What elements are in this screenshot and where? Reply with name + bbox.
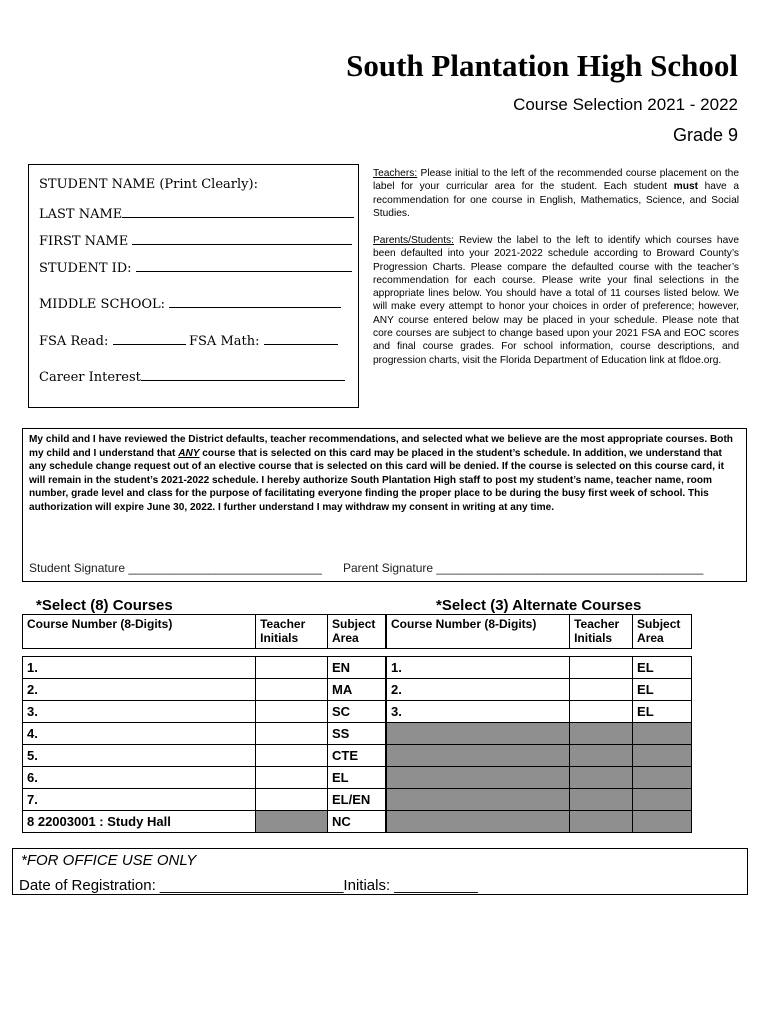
consent-text-part: My child and I have reviewed the District defaults, teacher recommendations, and selected what we believe are the most appropriate courses. Both my child and I understand that	[29, 434, 733, 459]
col-teacher-initials: Teacher Initials	[570, 615, 633, 649]
teacher-initials-cell[interactable]	[256, 723, 328, 745]
spacer-cell	[23, 649, 256, 657]
table-row	[387, 679, 692, 701]
subject-area-cell: EL/EN	[328, 789, 386, 811]
col-teacher-initials: Teacher Initials	[256, 615, 328, 649]
col-subject-area: Subject Area	[633, 615, 692, 649]
teachers-note-label: Teachers:	[373, 168, 418, 179]
consent-text	[29, 433, 741, 514]
teacher-initials-cell[interactable]	[256, 789, 328, 811]
shaded-cell	[387, 789, 570, 811]
teachers-note-text-end: have a recommendation for one course in English, Mathematics, Science, and Social Studies.	[373, 181, 739, 219]
subject-area-cell: NC	[328, 811, 386, 833]
subject-area-cell: EN	[328, 657, 386, 679]
student-info-box	[28, 164, 359, 408]
courses-table	[22, 614, 386, 833]
fsa-math-field[interactable]	[189, 332, 338, 349]
shaded-cell	[570, 767, 633, 789]
parents-note-text: Review the label to the left to identify which courses have been defaulted into your 2021-2022 schedule according to Broward County’s Progression Charts. Please compare the defaulted course with the teacher’s recommendation for each course. Please write your final selections in the appropriate lines below. You should have a total of 11 courses listed below. We will make every attempt to honor your choices in order of preference; however, ANY course entered below may be placed in your schedule. Please note that core courses are subject to change based upon your 2021 FSA and EOC scores and final course grades. For school information, course descriptions, and progression charts, visit the Florida Department of Education link at fldoe.org.	[373, 235, 739, 366]
shaded-cell	[633, 811, 692, 833]
alt-subject-area-cell: EL	[633, 657, 692, 679]
shaded-cell	[387, 767, 570, 789]
grade-label: Grade 9	[672, 125, 738, 145]
table-row	[23, 701, 386, 723]
shaded-cell	[387, 723, 570, 745]
last-name-field[interactable]	[39, 205, 354, 222]
col-subject-area: Subject Area	[328, 615, 386, 649]
first-name-line	[132, 232, 352, 245]
shaded-cell	[570, 723, 633, 745]
middle-school-field[interactable]	[39, 295, 341, 312]
subject-area-cell: SC	[328, 701, 386, 723]
last-name-label: LAST NAME	[39, 207, 123, 222]
col-course-number: Course Number (8-Digits)	[23, 615, 256, 649]
school-title: South Plantation High School	[346, 48, 738, 83]
table-row	[387, 657, 692, 679]
student-signature-line[interactable]: Student Signature _____________________________	[29, 561, 322, 575]
course-number-cell[interactable]: 2.	[23, 679, 256, 701]
last-name-line	[122, 205, 354, 218]
middle-school-line	[169, 295, 341, 308]
alternates-title: *Select (3) Alternate Courses	[436, 597, 642, 614]
shaded-cell	[633, 723, 692, 745]
registration-line[interactable]: Date of Registration: ______________________Initials: __________	[19, 877, 478, 894]
shaded-cell	[387, 811, 570, 833]
spacer-cell	[570, 649, 633, 657]
subject-area-cell: MA	[328, 679, 386, 701]
table-row	[387, 811, 692, 833]
shaded-cell	[633, 789, 692, 811]
teacher-initials-cell[interactable]	[256, 701, 328, 723]
teachers-note	[373, 167, 739, 220]
shaded-cell	[256, 811, 328, 833]
spacer-cell	[328, 649, 386, 657]
course-number-cell: 8 22003001 : Study Hall	[23, 811, 256, 833]
table-row	[23, 811, 386, 833]
teacher-initials-cell[interactable]	[256, 657, 328, 679]
spacer-cell	[387, 649, 570, 657]
teacher-initials-cell[interactable]	[256, 745, 328, 767]
teachers-note-text: Please initial to the left of the recommended course placement on the label for your curricular area for the student. Each student	[373, 168, 739, 193]
alt-subject-area-cell: EL	[633, 701, 692, 723]
alternates-table	[386, 614, 692, 833]
table-row	[23, 657, 386, 679]
spacer-cell	[256, 649, 328, 657]
subject-area-cell: EL	[328, 767, 386, 789]
parents-note-label: Parents/Students:	[373, 235, 454, 246]
col-course-number: Course Number (8-Digits)	[387, 615, 570, 649]
table-row	[23, 789, 386, 811]
course-number-cell[interactable]: 5.	[23, 745, 256, 767]
table-row	[387, 745, 692, 767]
shaded-cell	[633, 745, 692, 767]
teacher-initials-cell[interactable]	[256, 679, 328, 701]
career-interest-line	[141, 368, 345, 381]
career-interest-label: Career Interest	[39, 370, 141, 385]
table-row	[23, 723, 386, 745]
student-id-field[interactable]	[39, 259, 352, 276]
teachers-note-emphasis: must	[673, 181, 698, 193]
course-number-cell[interactable]: 1.	[23, 657, 256, 679]
alt-teacher-initials-cell[interactable]	[570, 679, 633, 701]
fsa-read-line	[113, 332, 186, 345]
fsa-math-label: FSA Math:	[189, 334, 260, 349]
shaded-cell	[633, 767, 692, 789]
table-row	[387, 701, 692, 723]
table-row	[23, 679, 386, 701]
alt-course-number-cell[interactable]: 3.	[387, 701, 570, 723]
course-number-cell[interactable]: 4.	[23, 723, 256, 745]
table-row	[387, 767, 692, 789]
spacer-row	[387, 649, 692, 657]
alt-course-number-cell[interactable]: 2.	[387, 679, 570, 701]
parents-note	[373, 234, 739, 367]
middle-school-label: MIDDLE SCHOOL:	[39, 297, 166, 312]
courses-title: *Select (8) Courses	[36, 597, 173, 614]
spacer-cell	[633, 649, 692, 657]
fsa-math-line	[264, 332, 338, 345]
office-use-title: *FOR OFFICE USE ONLY	[21, 852, 197, 869]
shaded-cell	[570, 811, 633, 833]
consent-box	[22, 428, 747, 582]
office-use-box	[12, 848, 748, 895]
shaded-cell	[387, 745, 570, 767]
fsa-read-label: FSA Read:	[39, 334, 109, 349]
table-row	[387, 789, 692, 811]
course-number-cell[interactable]: 3.	[23, 701, 256, 723]
form-subtitle: Course Selection 2021 - 2022	[513, 95, 738, 114]
course-number-cell[interactable]: 7.	[23, 789, 256, 811]
shaded-cell	[570, 745, 633, 767]
alt-teacher-initials-cell[interactable]	[570, 657, 633, 679]
course-number-cell[interactable]: 6.	[23, 767, 256, 789]
parent-signature-line[interactable]: Parent Signature ________________________________________	[343, 561, 704, 575]
alt-subject-area-cell: EL	[633, 679, 692, 701]
consent-text-rest: course that is selected on this card may be placed in the student’s schedule. In addition, we understand that any schedule change request out of an elective course that is selected on this card will be denied. If the course is selected on this course card, it will remain in the student’s 2021-2022 schedule. I hereby authorize South Plantation High staff to post my student’s name, teacher name, room number, grade level and class for the purpose of facilitating everyone finding the proper place to be during the busy first week of school. This authorization will expire June 30, 2022. I further understand I may withdraw my consent in writing at any time.	[29, 447, 724, 513]
career-interest-field[interactable]	[39, 368, 345, 385]
teacher-initials-cell[interactable]	[256, 767, 328, 789]
table-row	[387, 723, 692, 745]
subject-area-cell: SS	[328, 723, 386, 745]
alt-course-number-cell[interactable]: 1.	[387, 657, 570, 679]
consent-any-emphasis: ANY	[178, 447, 200, 459]
table-row	[23, 745, 386, 767]
first-name-label: FIRST NAME	[39, 234, 129, 249]
student-name-heading: STUDENT NAME (Print Clearly):	[39, 177, 258, 192]
subject-area-cell: CTE	[328, 745, 386, 767]
shaded-cell	[570, 789, 633, 811]
student-id-label: STUDENT ID:	[39, 261, 132, 276]
student-id-line	[136, 259, 352, 272]
alt-teacher-initials-cell[interactable]	[570, 701, 633, 723]
table-row	[23, 767, 386, 789]
spacer-row	[23, 649, 386, 657]
first-name-field[interactable]	[39, 232, 352, 249]
fsa-read-field[interactable]	[39, 332, 186, 349]
